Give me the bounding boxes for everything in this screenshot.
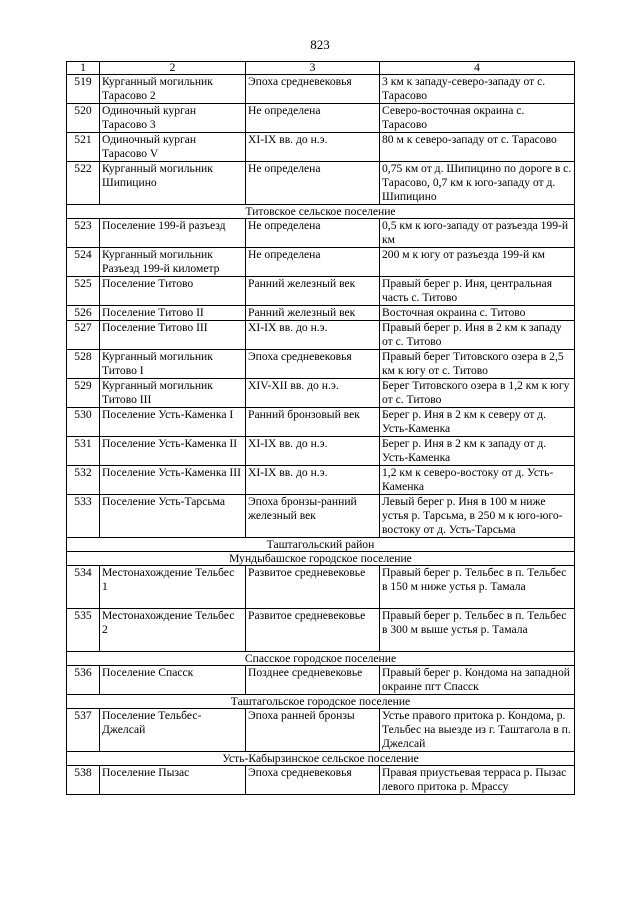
row-number: 526 xyxy=(67,306,100,321)
dating: Позднее средневековье xyxy=(246,666,380,695)
table-row xyxy=(67,104,575,133)
monument-name: Поселение Усть-Каменка III xyxy=(100,466,246,495)
monument-name: Курганный могильник Тарасово 2 xyxy=(100,75,246,104)
table-row xyxy=(67,248,575,277)
section-title: Таштагольский район xyxy=(67,538,575,552)
location: Левый берег р. Иня в 100 м ниже устья р. Тарсьма, в 250 м к юго-юго-востоку от д. Усть-Тарсьма xyxy=(380,495,575,538)
column-header: 1 xyxy=(67,62,100,75)
section-header-row xyxy=(67,652,575,666)
dating: XI-IX вв. до н.э. xyxy=(246,466,380,495)
row-number: 531 xyxy=(67,437,100,466)
row-number: 535 xyxy=(67,609,100,652)
dating: Эпоха средневековья xyxy=(246,766,380,795)
column-header-row xyxy=(67,62,575,75)
row-number: 521 xyxy=(67,133,100,162)
location: Берег р. Иня в 2 км к западу от д. Усть-Каменка xyxy=(380,437,575,466)
table-row xyxy=(67,219,575,248)
row-number: 528 xyxy=(67,350,100,379)
page-number: 823 xyxy=(310,37,330,52)
location: Северо-восточная окраина с. Тарасово xyxy=(380,104,575,133)
table-body xyxy=(67,75,575,795)
table-row xyxy=(67,609,575,652)
table-row xyxy=(67,321,575,350)
table-row xyxy=(67,277,575,306)
monument-name: Местонахождение Тельбес 2 xyxy=(100,609,246,652)
dating: Эпоха средневековья xyxy=(246,350,380,379)
row-number: 522 xyxy=(67,162,100,205)
section-header-row xyxy=(67,752,575,766)
table-row xyxy=(67,162,575,205)
row-number: 524 xyxy=(67,248,100,277)
column-header: 3 xyxy=(246,62,380,75)
section-title: Таштагольское городское поселение xyxy=(67,695,575,709)
monument-name: Поселение Пызас xyxy=(100,766,246,795)
row-number: 520 xyxy=(67,104,100,133)
location: Правый берег р. Тельбес в п. Тельбес в 300 м выше устья р. Тамала xyxy=(380,609,575,652)
row-number: 519 xyxy=(67,75,100,104)
location: Правая приустьевая терраса р. Пызас левого притока р. Мрассу xyxy=(380,766,575,795)
monument-name: Местонахождение Тельбес 1 xyxy=(100,566,246,609)
location: 0,5 км к юго-западу от разъезда 199-й км xyxy=(380,219,575,248)
location: Берег Титовского озера в 1,2 км к югу от с. Титово xyxy=(380,379,575,408)
row-number: 527 xyxy=(67,321,100,350)
dating: XIV-XII вв. до н.э. xyxy=(246,379,380,408)
section-title: Усть-Кабырзинское сельское поселение xyxy=(67,752,575,766)
dating: XI-IX вв. до н.э. xyxy=(246,321,380,350)
location: 200 м к югу от разъезда 199-й км xyxy=(380,248,575,277)
location: 1,2 км к северо-востоку от д. Усть-Каменка xyxy=(380,466,575,495)
section-header-row xyxy=(67,695,575,709)
location: Правый берег р. Иня, центральная часть с. Титово xyxy=(380,277,575,306)
row-number: 536 xyxy=(67,666,100,695)
dating: Не определена xyxy=(246,104,380,133)
monuments-table xyxy=(66,61,575,795)
monument-name: Курганный могильник Титово I xyxy=(100,350,246,379)
column-header: 4 xyxy=(380,62,575,75)
monument-name: Поселение Титово xyxy=(100,277,246,306)
dating: Развитое средневековье xyxy=(246,609,380,652)
location: Устье правого притока р. Кондома, р. Тельбес на выезде из г. Таштагола в п. Джелсай xyxy=(380,709,575,752)
monument-name: Курганный могильник Разъезд 199-й километр xyxy=(100,248,246,277)
monument-name: Курганный могильник Шипицино xyxy=(100,162,246,205)
dating: Эпоха ранней бронзы xyxy=(246,709,380,752)
dating: XI-IX вв. до н.э. xyxy=(246,133,380,162)
location: Правый берег р. Тельбес в п. Тельбес в 150 м ниже устья р. Тамала xyxy=(380,566,575,609)
table-row xyxy=(67,350,575,379)
table-row xyxy=(67,437,575,466)
location: Берег р. Иня в 2 км к северу от д. Усть-Каменка xyxy=(380,408,575,437)
dating: Эпоха средневековья xyxy=(246,75,380,104)
table-row xyxy=(67,466,575,495)
row-number: 537 xyxy=(67,709,100,752)
section-header-row xyxy=(67,205,575,219)
location: Восточная окраина с. Титово xyxy=(380,306,575,321)
monument-name: Поселение Титово III xyxy=(100,321,246,350)
section-title: Мундыбашское городское поселение xyxy=(67,552,575,566)
monument-name: Поселение Спасск xyxy=(100,666,246,695)
table-row xyxy=(67,379,575,408)
location: 80 м к северо-западу от с. Тарасово xyxy=(380,133,575,162)
dating: Не определена xyxy=(246,162,380,205)
monument-name: Поселение 199-й разъезд xyxy=(100,219,246,248)
row-number: 533 xyxy=(67,495,100,538)
table-row xyxy=(67,133,575,162)
location: 3 км к западу-северо-западу от с. Тарасово xyxy=(380,75,575,104)
table-row xyxy=(67,495,575,538)
monument-name: Поселение Усть-Тарсьма xyxy=(100,495,246,538)
location: Правый берег р. Кондома на западной окраине пгт Спасск xyxy=(380,666,575,695)
section-header-row xyxy=(67,538,575,552)
table-row xyxy=(67,566,575,609)
location: Правый берег Титовского озера в 2,5 км к югу от с. Титово xyxy=(380,350,575,379)
section-title: Титовское сельское поселение xyxy=(67,205,575,219)
row-number: 532 xyxy=(67,466,100,495)
row-number: 534 xyxy=(67,566,100,609)
table-row xyxy=(67,709,575,752)
dating: Не определена xyxy=(246,248,380,277)
dating: Ранний железный век xyxy=(246,277,380,306)
table-row xyxy=(67,766,575,795)
table-row xyxy=(67,408,575,437)
row-number: 530 xyxy=(67,408,100,437)
dating: Развитое средневековье xyxy=(246,566,380,609)
row-number: 529 xyxy=(67,379,100,408)
monument-name: Одиночный курган Тарасово 3 xyxy=(100,104,246,133)
monument-name: Поселение Усть-Каменка I xyxy=(100,408,246,437)
monument-name: Поселение Титово II xyxy=(100,306,246,321)
column-header: 2 xyxy=(100,62,246,75)
table-row xyxy=(67,306,575,321)
monument-name: Поселение Усть-Каменка II xyxy=(100,437,246,466)
table-row xyxy=(67,666,575,695)
table-row xyxy=(67,75,575,104)
dating: Ранний бронзовый век xyxy=(246,408,380,437)
monument-name: Одиночный курган Тарасово V xyxy=(100,133,246,162)
section-title: Спасское городское поселение xyxy=(67,652,575,666)
dating: XI-IX вв. до н.э. xyxy=(246,437,380,466)
monument-name: Поселение Тельбес-Джелсай xyxy=(100,709,246,752)
monument-name: Курганный могильник Титово III xyxy=(100,379,246,408)
location: Правый берег р. Иня в 2 км к западу от с. Титово xyxy=(380,321,575,350)
row-number: 538 xyxy=(67,766,100,795)
dating: Ранний железный век xyxy=(246,306,380,321)
section-header-row xyxy=(67,552,575,566)
location: 0,75 км от д. Шипицино по дороге в с. Тарасово, 0,7 км к юго-западу от д. Шипицино xyxy=(380,162,575,205)
dating: Эпоха бронзы-ранний железный век xyxy=(246,495,380,538)
row-number: 525 xyxy=(67,277,100,306)
dating: Не определена xyxy=(246,219,380,248)
row-number: 523 xyxy=(67,219,100,248)
